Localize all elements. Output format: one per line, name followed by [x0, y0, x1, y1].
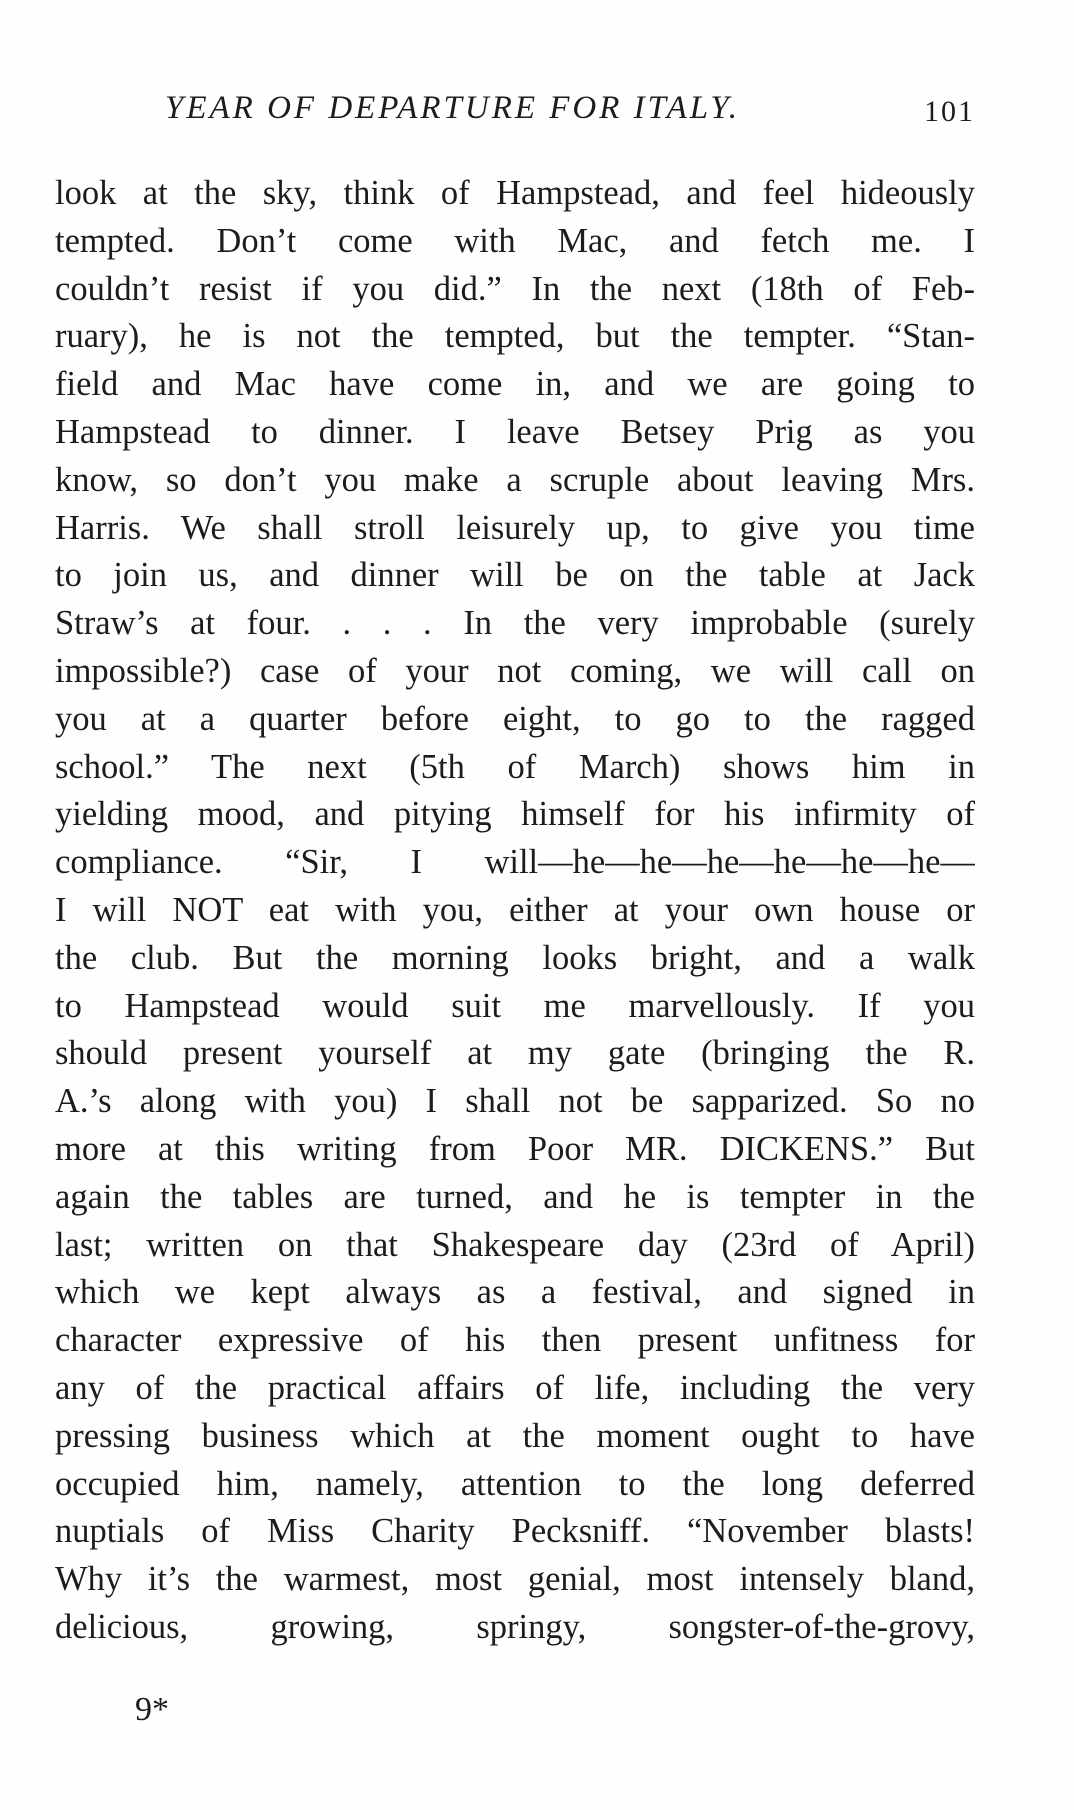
text-line: to join us, and dinner will be on the table at Jack [55, 556, 975, 595]
text-line: delicious, growing, springy, songster-of-the-grovy, [55, 1607, 975, 1646]
text-line: Harris. We shall stroll leisurely up, to give you time [55, 508, 975, 547]
text-line: compliance. “Sir, I will—he—he—he—he—he—he— [55, 843, 975, 882]
body-text [55, 170, 975, 1652]
signature-mark: 9* [135, 1691, 169, 1728]
text-line: again the tables are turned, and he is tempter in the [55, 1177, 975, 1216]
text-line: field and Mac have come in, and we are going to [55, 365, 975, 404]
text-line: A.’s along with you) I shall not be sapparized. So no [55, 1082, 975, 1121]
text-line: character expressive of his then present unfitness for [55, 1321, 975, 1360]
text-line: pressing business which at the moment ought to have [55, 1416, 975, 1455]
text-line: ruary), he is not the tempted, but the tempter. “Stan- [55, 317, 975, 356]
text-line: look at the sky, think of Hampstead, and feel hideously [55, 174, 975, 212]
text-line: yielding mood, and pitying himself for his infirmity of [55, 795, 975, 834]
text-line: Straw’s at four. . . . In the very improbable (surely [55, 604, 975, 643]
text-line: the club. But the morning looks bright, and a walk [55, 938, 975, 977]
text-line: should present yourself at my gate (bringing the R. [55, 1034, 975, 1073]
text-line: which we kept always as a festival, and signed in [55, 1273, 975, 1312]
text-line: last; written on that Shakespeare day (23rd of April) [55, 1225, 975, 1264]
text-line: nuptials of Miss Charity Pecksniff. “November blasts! [55, 1512, 975, 1551]
text-line: impossible?) case of your not coming, we will call on [55, 651, 975, 690]
text-line: know, so don’t you make a scruple about leaving Mrs. [55, 460, 975, 499]
text-line: occupied him, namely, attention to the long deferred [55, 1464, 975, 1503]
text-line: couldn’t resist if you did.” In the next (18th of Feb- [55, 269, 975, 308]
text-line: to Hampstead would suit me marvellously. If you [55, 986, 975, 1025]
text-line: Hampstead to dinner. I leave Betsey Prig as you [55, 412, 975, 451]
text-line: tempted. Don’t come with Mac, and fetch me. I [55, 221, 975, 260]
running-title: YEAR OF DEPARTURE FOR ITALY. [165, 90, 740, 126]
text-line: more at this writing from Poor MR. DICKENS.” But [55, 1129, 975, 1168]
text-line: Why it’s the warmest, most genial, most intensely bland, [55, 1560, 975, 1599]
page-number: 101 [924, 95, 975, 128]
running-head [55, 88, 975, 128]
text-line: school.” The next (5th of March) shows him in [55, 747, 975, 786]
text-line: I will NOT eat with you, either at your own house or [55, 890, 975, 929]
text-line: you at a quarter before eight, to go to the ragged [55, 699, 975, 738]
text-line: any of the practical affairs of life, including the very [55, 1368, 975, 1407]
